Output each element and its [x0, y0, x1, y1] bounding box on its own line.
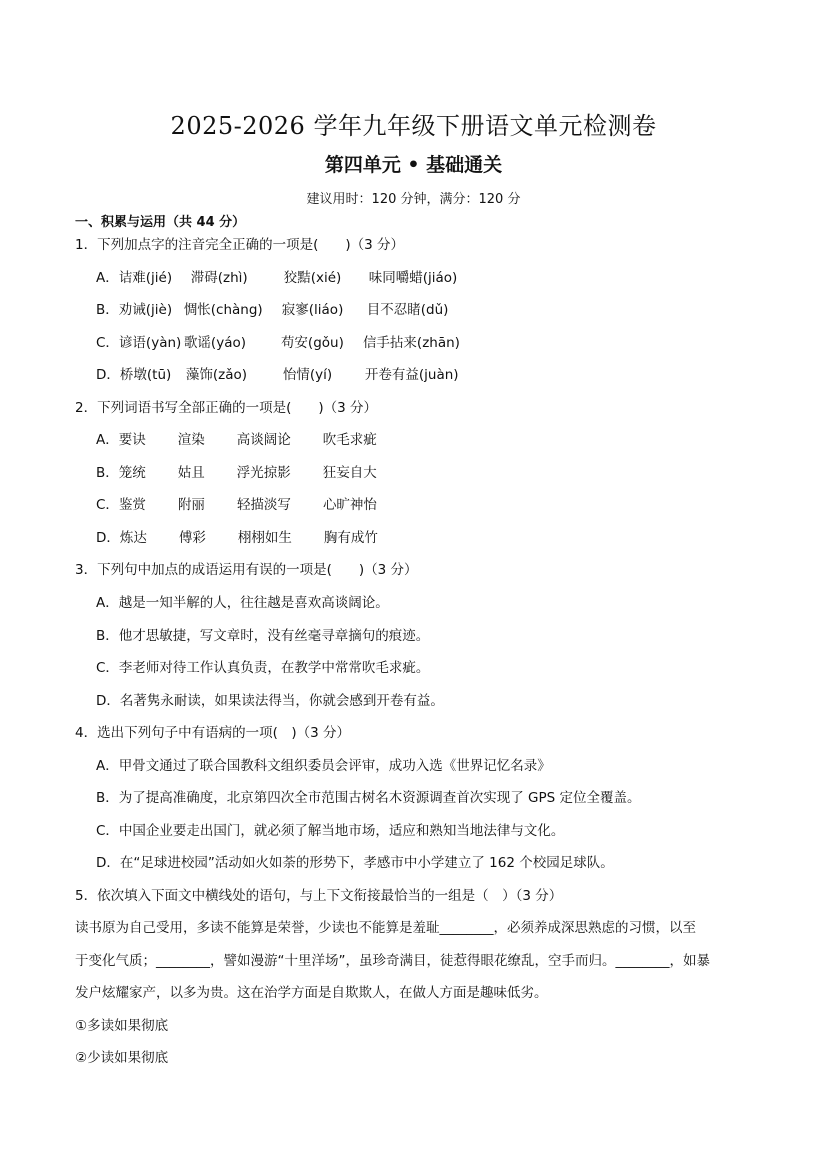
q1-option-d: [96, 366, 459, 384]
q1-d-2: 藻饰(zǎo): [185, 367, 248, 383]
question-3-stem: 3．下列句中加点的成语运用有误的一项是( )（3 分）: [75, 562, 418, 578]
question-5-stem: 5．依次填入下面文中横线处的语句，与上下文衔接最恰当的一组是（ ）（3 分）: [75, 888, 563, 904]
q3-option-a: A．越是一知半解的人，往往越是喜欢高谈阔论。: [96, 595, 389, 611]
q2-b-2: 姑且: [177, 465, 205, 481]
q2-option-b: [96, 464, 377, 482]
q2-a-2: 渲染: [177, 432, 205, 448]
q1-option-a-label: A．: [96, 270, 119, 286]
q1-a-2: 滞碍(zhì): [190, 270, 248, 286]
q2-d-2: 傅彩: [178, 530, 206, 546]
q4-option-a: A．甲骨文通过了联合国教科文组织委员会评审，成功入选《世界记忆名录》: [96, 758, 551, 774]
q1-b-1: 劝诫(jiè): [118, 302, 173, 318]
q1-c-3: 苟安(gǒu): [280, 335, 344, 351]
q5-item-2: ②少读如果彻底: [75, 1050, 169, 1066]
q1-option-b: [96, 301, 448, 319]
q2-a-3: 高谈阔论: [236, 432, 291, 448]
q3-option-c: C．李老师对待工作认真负责，在教学中常常吹毛求疵。: [96, 660, 430, 676]
q2-d-4: 胸有成竹: [323, 530, 378, 546]
q1-a-1: 诘难(jié): [118, 270, 173, 286]
q5-passage-line-3: 发户炫耀家产，以多为贵。这在治学方面是自欺欺人，在做人方面是趣味低劣。: [75, 985, 548, 1001]
q1-d-3: 怡情(yí): [282, 367, 333, 383]
q1-a-3: 狡黠(xié): [283, 270, 342, 286]
q3-option-b: B．他才思敏捷，写文章时，没有丝毫寻章摘句的痕迹。: [96, 628, 430, 644]
q1-b-3: 寂寥(liáo): [281, 302, 344, 318]
q1-option-c-label: C．: [96, 335, 119, 351]
exam-meta: 建议用时：120 分钟，满分：120 分: [306, 192, 521, 207]
q2-c-3: 轻描淡写: [236, 497, 291, 513]
q4-option-d: D．在“足球进校园”活动如火如荼的形势下，孝感市中小学建立了 162 个校园足球队。: [96, 855, 614, 871]
q1-d-4: 开卷有益(juàn): [364, 367, 459, 383]
q1-b-4: 目不忍睹(dǔ): [366, 302, 449, 318]
q2-option-c: [96, 496, 377, 514]
q4-option-b: B．为了提高准确度，北京第四次全市范围古树名木资源调查首次实现了 GPS 定位全覆盖。: [96, 790, 641, 806]
q2-a-4: 吹毛求疵: [322, 432, 377, 448]
q2-b-3: 浮光掠影: [236, 465, 291, 481]
q1-b-2: 惆怅(chàng): [183, 302, 263, 318]
q2-d-3: 栩栩如生: [237, 530, 292, 546]
section-heading: 一、积累与运用（共 44 分）: [75, 215, 246, 230]
q1-d-1: 桥墩(tū): [119, 367, 172, 383]
q2-option-a: [96, 431, 377, 449]
q1-option-a: [96, 269, 457, 287]
q1-c-2: 歌谣(yáo): [183, 335, 246, 351]
q2-option-d-label: D．: [96, 530, 120, 546]
q5-passage-line-1: 读书原为自己受用，多读不能算是荣誉，少读也不能算是羞耻________，必须养成深思熟虑的习惯，以至: [75, 920, 696, 936]
question-1-stem: 1．下列加点字的注音完全正确的一项是( )（3 分）: [75, 237, 405, 253]
q2-c-2: 附丽: [177, 497, 205, 513]
q2-b-4: 狂妄自大: [322, 465, 377, 481]
q2-c-4: 心旷神怡: [322, 497, 377, 513]
q5-passage-line-2: 于变化气质；________，譬如漫游“十里洋场”，虽珍奇满目，徒惹得眼花缭乱，空手而归。________，如暴: [75, 953, 710, 969]
exam-title: 2025-2026 学年九年级下册语文单元检测卷: [170, 112, 657, 140]
q2-option-d: [96, 529, 378, 547]
q2-b-1: 笼统: [118, 465, 146, 481]
question-4-stem: 4．选出下列句子中有语病的一项( )（3 分）: [75, 725, 351, 741]
unit-subtitle: 第四单元 • 基础通关: [324, 154, 503, 176]
q1-option-b-label: B．: [96, 302, 119, 318]
q1-option-c: [96, 334, 460, 352]
q1-a-4: 味同嚼蜡(jiáo): [368, 270, 458, 286]
q2-c-1: 鉴赏: [118, 497, 146, 513]
q2-option-b-label: B．: [96, 465, 119, 481]
question-2-stem: 2．下列词语书写全部正确的一项是( )（3 分）: [75, 400, 378, 416]
q3-option-d: D．名著隽永耐读，如果读法得当，你就会感到开卷有益。: [96, 693, 444, 709]
q1-c-1: 谚语(yàn): [118, 335, 182, 351]
q2-option-c-label: C．: [96, 497, 119, 513]
q4-option-c: C．中国企业要走出国门，就必须了解当地市场，适应和熟知当地法律与文化。: [96, 823, 565, 839]
q2-option-a-label: A．: [96, 432, 119, 448]
q5-item-1: ①多读如果彻底: [75, 1018, 169, 1034]
q1-c-4: 信手拈来(zhān): [362, 335, 460, 351]
q1-option-d-label: D．: [96, 367, 120, 383]
q2-d-1: 炼达: [119, 530, 147, 546]
q2-a-1: 要诀: [118, 432, 146, 448]
